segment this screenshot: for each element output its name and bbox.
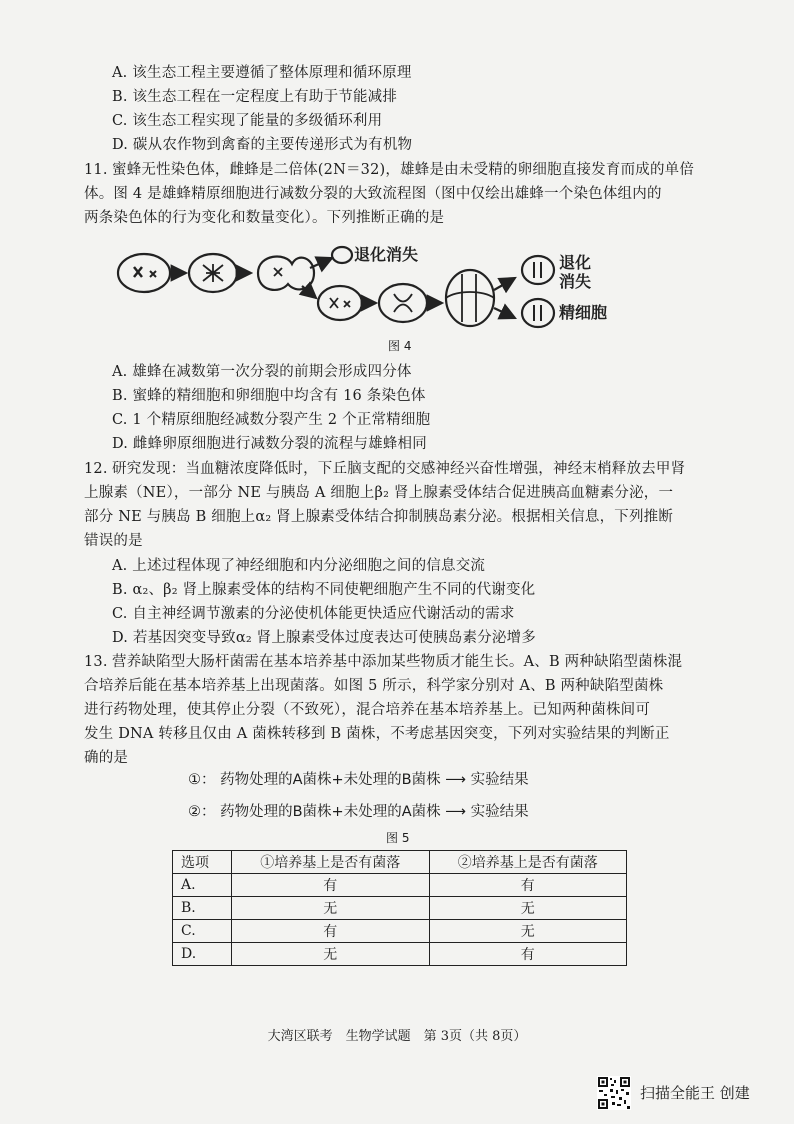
q10-option-c: C. 该生态工程实现了能量的多级循环利用: [112, 113, 383, 129]
figure-4-caption: 图 4: [388, 339, 412, 353]
q12-option-b: B. α₂、β₂ 肾上腺素受体的结构不同使靶细胞产生不同的代谢变化: [112, 582, 536, 598]
q12-stem-line-4: 错误的是: [84, 533, 143, 549]
table-row: [173, 920, 627, 943]
table-cell-option: C.: [173, 920, 232, 943]
q12-stem-line-1: 研究发现：当血糖浓度降低时，下丘脑支配的交感神经兴奋性增强，神经末梢释放去甲肾: [112, 461, 686, 477]
figure-5-flow-1: ①： 药物处理的A菌株+未处理的B菌株 ⟶ 实验结果: [188, 772, 529, 788]
table-cell-colony-1: 有: [232, 874, 430, 897]
secondary-spermatocyte-cell: [318, 286, 362, 320]
table-cell-option: D.: [173, 943, 232, 966]
table-cell-colony-2: 有: [429, 874, 627, 897]
figure-5-flow-2: ②： 药物处理的B菌株+未处理的A菌株 ⟶ 实验结果: [188, 804, 529, 820]
scanner-watermark: 扫描全能王 创建: [640, 1084, 750, 1102]
table-row: [173, 874, 627, 897]
q11-option-a: A. 雄蜂在减数第一次分裂的前期会形成四分体: [112, 364, 412, 380]
table-header-option: 选项: [173, 851, 232, 874]
table-cell-colony-2: 无: [429, 897, 627, 920]
q12-option-c: C. 自主神经调节激素的分泌使机体能更快适应代谢活动的需求: [112, 606, 515, 622]
q11-stem-line-3: 两条染色体的行为变化和数量变化）。下列推断正确的是: [84, 210, 445, 226]
label-sperm: 精细胞: [559, 303, 608, 322]
table-row: [173, 943, 627, 966]
label-degenerate-1: 退化消失: [354, 245, 419, 264]
q11-option-b: B. 蜜蜂的精细胞和卵细胞中均含有 16 条染色体: [112, 388, 426, 404]
table-cell-option: B.: [173, 897, 232, 920]
q13-stem-line-4: 发生 DNA 转移且仅由 A 菌株转移到 B 菌株，不考虑基因突变，下列对实验结果的判断正: [84, 726, 670, 742]
page-footer: 大湾区联考 生物学试题 第 3页（共 8页）: [267, 1029, 527, 1044]
q12-number: 12.: [84, 461, 108, 477]
table-row: [173, 897, 627, 920]
table-cell-option: A.: [173, 874, 232, 897]
label-degenerate-2a: 退化: [559, 253, 592, 272]
q13-stem-line-2: 合培养后能在基本培养基上出现菌落。如图 5 所示，科学家分别对 A、B 两种缺陷型菌株: [84, 678, 664, 694]
q11-number: 11.: [84, 162, 108, 178]
table-header-colony-2: ②培养基上是否有菌落: [429, 851, 627, 874]
table-cell-colony-1: 无: [232, 897, 430, 920]
table-header-row: [173, 851, 627, 874]
degenerating-cell-1: [332, 247, 352, 263]
table-cell-colony-1: 无: [232, 943, 430, 966]
anaphase-cell: [446, 270, 494, 326]
q12-option-d: D. 若基因突变导致α₂ 肾上腺素受体过度表达可使胰岛素分泌增多: [112, 630, 536, 646]
sperm-cell: [522, 299, 554, 327]
dividing-secondary-cell: [379, 284, 427, 322]
spermatogonium-cell: [118, 254, 170, 292]
q11-option-c: C. 1 个精原细胞经减数分裂产生 2 个正常精细胞: [112, 412, 431, 428]
table-header-colony-1: ①培养基上是否有菌落: [232, 851, 430, 874]
degenerating-cell-2: [522, 256, 554, 284]
q11-option-d: D. 雌蜂卵原细胞进行减数分裂的流程与雄蜂相同: [112, 436, 427, 452]
q13-answer-table: [172, 850, 627, 966]
q13-number: 13.: [84, 654, 108, 670]
table-cell-colony-2: 有: [429, 943, 627, 966]
q12-stem-line-2: 上腺素（NE），一部分 NE 与胰岛 A 细胞上β₂ 肾上腺素受体结合促进胰高血糖素分泌，一: [84, 485, 674, 501]
q11-stem-line-2: 体。图 4 是雄蜂精原细胞进行减数分裂的大致流程图（图中仅绘出雄蜂一个染色体组内的: [84, 186, 662, 202]
q12-option-a: A. 上述过程体现了神经细胞和内分泌细胞之间的信息交流: [112, 558, 486, 574]
q10-option-b: B. 该生态工程在一定程度上有助于节能减排: [112, 89, 398, 105]
figure-4-meiosis-diagram: [110, 240, 650, 340]
q13-stem-line-3: 进行药物处理，使其停止分裂（不致死），混合培养在基本培养基上。已知两种菌株间可: [84, 702, 651, 718]
q10-option-a: A. 该生态工程主要遵循了整体原理和循环原理: [112, 65, 412, 81]
dividing-cell: [258, 257, 314, 290]
q13-stem-line-5: 确的是: [84, 750, 129, 766]
q13-stem-line-1: 营养缺陷型大肠杆菌需在基本培养基中添加某些物质才能生长。A、B 两种缺陷型菌株混: [112, 654, 683, 670]
table-cell-colony-1: 有: [232, 920, 430, 943]
figure-5-caption: 图 5: [386, 831, 410, 845]
label-degenerate-2b: 消失: [559, 272, 592, 291]
q10-option-d: D. 碳从农作物到禽畜的主要传递形式为有机物: [112, 137, 413, 153]
q11-stem-line-1: 蜜蜂无性染色体，雌蜂是二倍体(2N＝32)，雄蜂是由未受精的卵细胞直接发育而成的单倍: [112, 162, 695, 178]
q12-stem-line-3: 部分 NE 与胰岛 B 细胞上α₂ 肾上腺素受体结合抑制胰岛素分泌。根据相关信息，下列推断: [84, 509, 674, 525]
qr-code-icon: [597, 1076, 631, 1110]
table-cell-colony-2: 无: [429, 920, 627, 943]
